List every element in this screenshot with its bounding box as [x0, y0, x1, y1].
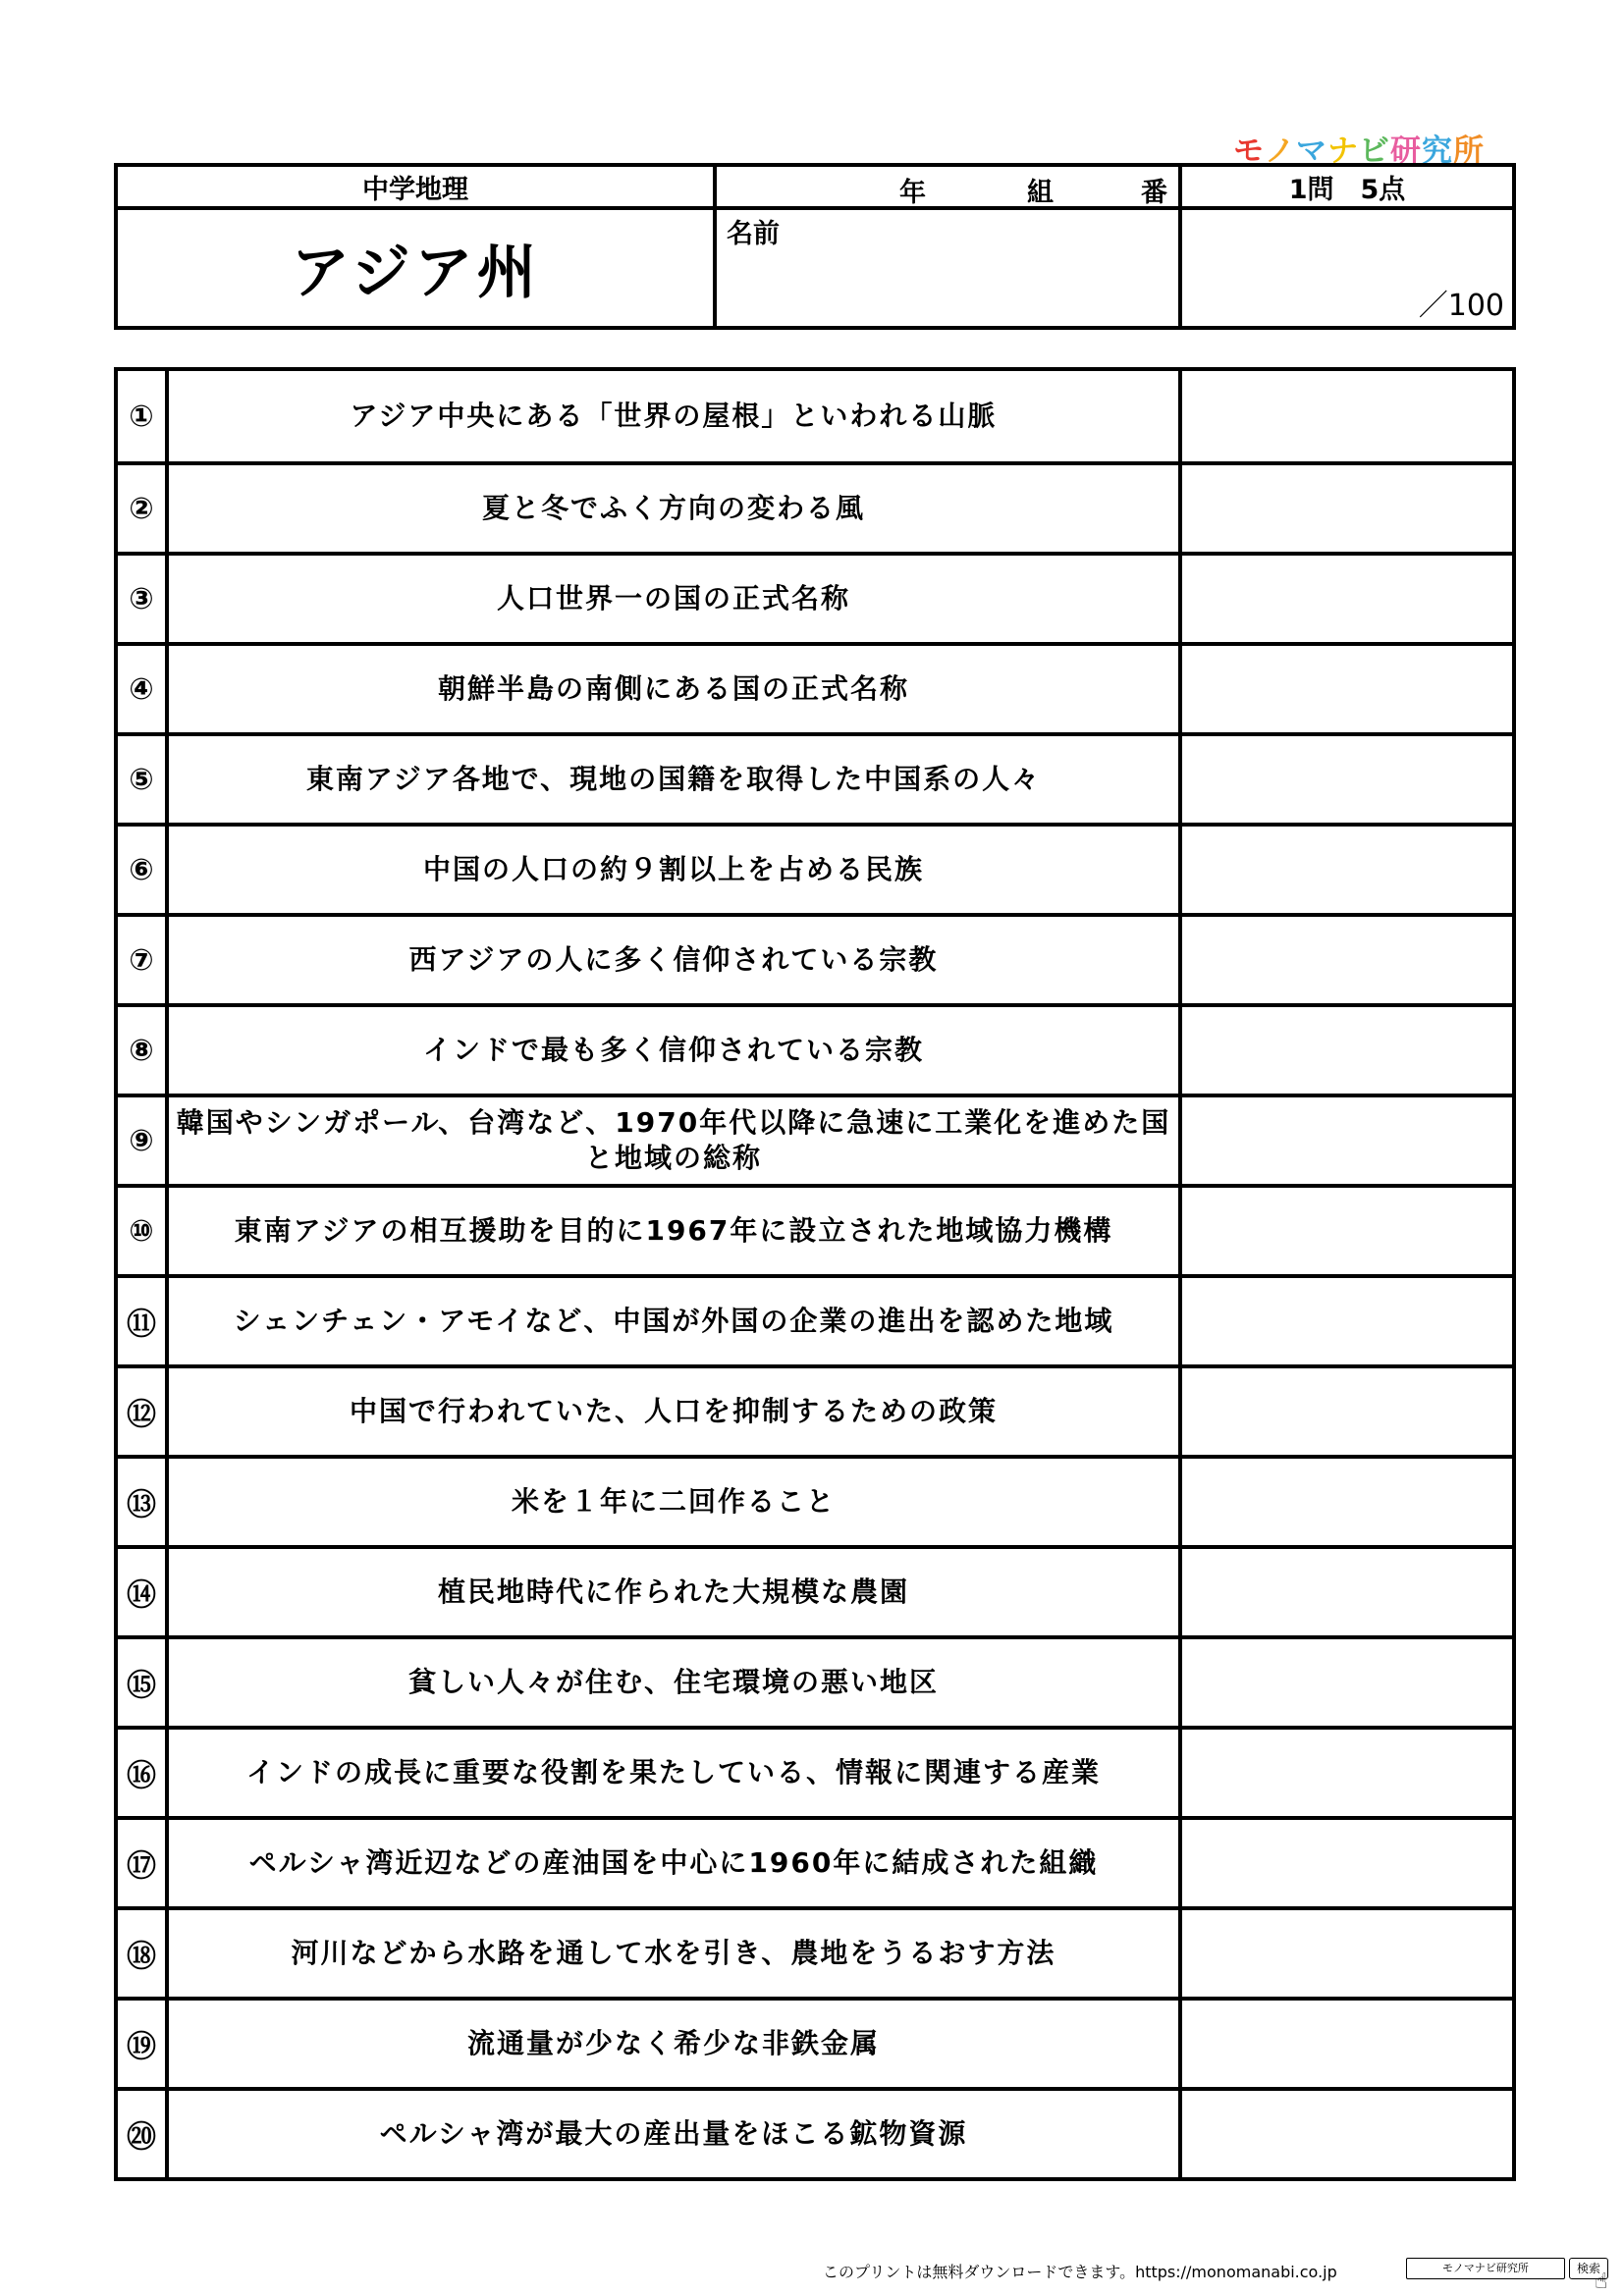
question-text: インドの成長に重要な役割を果たしている、情報に関連する産業 [169, 1730, 1182, 1816]
question-row [118, 1274, 1512, 1364]
question-row [118, 1906, 1512, 1997]
pointer-cursor-icon: ☝ [1595, 2269, 1608, 2294]
question-row [118, 461, 1512, 552]
brand-letter: モ [1233, 133, 1265, 169]
question-number: ⑨ [118, 1097, 169, 1184]
question-row [118, 1003, 1512, 1094]
answer-box[interactable] [1182, 1730, 1512, 1816]
question-text: 東南アジア各地で、現地の国籍を取得した中国系の人々 [169, 736, 1182, 823]
question-number: ⑯ [118, 1730, 169, 1816]
question-text: シェンチェン・アモイなど、中国が外国の企業の進出を認めた地域 [169, 1278, 1182, 1364]
question-row [118, 823, 1512, 913]
brand-letter: マ [1296, 133, 1327, 169]
question-row [118, 2087, 1512, 2177]
answer-box[interactable] [1182, 2091, 1512, 2177]
answer-box[interactable] [1182, 1820, 1512, 1906]
footer-note: このプリントは無料ダウンロードできます。https://monomanabi.co.jp [823, 2263, 1337, 2281]
search-button[interactable]: 検索 [1569, 2258, 1608, 2279]
question-row [118, 642, 1512, 732]
question-row [118, 1455, 1512, 1545]
brand-letter: ノ [1265, 133, 1296, 169]
question-text: 貧しい人々が住む、住宅環境の悪い地区 [169, 1639, 1182, 1726]
page-title: アジア州 [118, 210, 717, 326]
question-number: ⑳ [118, 2091, 169, 2177]
question-text: 流通量が少なく希少な非鉄金属 [169, 2001, 1182, 2087]
score-total: ／100 [1418, 289, 1504, 323]
question-row [118, 552, 1512, 642]
question-text: 夏と冬でふく方向の変わる風 [169, 465, 1182, 552]
answer-box[interactable] [1182, 646, 1512, 732]
question-text: ペルシャ湾近辺などの産油国を中心に1960年に結成された組織 [169, 1820, 1182, 1906]
question-text: 東南アジアの相互援助を目的に1967年に設立された地域協力機構 [169, 1188, 1182, 1274]
answer-box[interactable] [1182, 1639, 1512, 1726]
name-field[interactable] [717, 210, 1182, 326]
question-row [118, 1816, 1512, 1906]
question-number: ⑱ [118, 1910, 169, 1997]
question-number: ⑰ [118, 1820, 169, 1906]
question-text: 河川などから水路を通して水を引き、農地をうるおす方法 [169, 1910, 1182, 1997]
header-table [114, 163, 1516, 330]
question-text: 植民地時代に作られた大規模な農園 [169, 1549, 1182, 1635]
question-text: 韓国やシンガポール、台湾など、1970年代以降に急速に工業化を進めた国と地域の総称 [169, 1097, 1182, 1184]
question-number: ⑮ [118, 1639, 169, 1726]
name-label: 名前 [727, 219, 780, 249]
answer-box[interactable] [1182, 827, 1512, 913]
answer-box[interactable] [1182, 556, 1512, 642]
question-number: ③ [118, 556, 169, 642]
question-text: 西アジアの人に多く信仰されている宗教 [169, 917, 1182, 1003]
brand-letter: 所 [1453, 133, 1485, 169]
question-number: ⑧ [118, 1007, 169, 1094]
class-row [717, 167, 1182, 210]
question-row [118, 1726, 1512, 1816]
question-row [118, 913, 1512, 1003]
answer-box[interactable] [1182, 1549, 1512, 1635]
question-number: ⑬ [118, 1459, 169, 1545]
question-number: ⑲ [118, 2001, 169, 2087]
answer-box[interactable] [1182, 1459, 1512, 1545]
class-label: 組 [1027, 178, 1054, 208]
question-number: ⑭ [118, 1549, 169, 1635]
question-row [118, 1364, 1512, 1455]
question-row [118, 1184, 1512, 1274]
answer-box[interactable] [1182, 736, 1512, 823]
number-label: 番 [1141, 178, 1167, 208]
question-number: ⑫ [118, 1368, 169, 1455]
subject-label: 中学地理 [118, 167, 717, 210]
question-row [118, 1094, 1512, 1184]
answer-box[interactable] [1182, 371, 1512, 461]
question-number: ⑩ [118, 1188, 169, 1274]
question-row [118, 732, 1512, 823]
answer-box[interactable] [1182, 1368, 1512, 1455]
answer-box[interactable] [1182, 1278, 1512, 1364]
question-row [118, 371, 1512, 461]
question-number: ⑦ [118, 917, 169, 1003]
question-number: ① [118, 371, 169, 461]
brand-letter: 究 [1422, 133, 1453, 169]
points-per-question: 1問 5点 [1182, 167, 1512, 210]
question-text: 朝鮮半島の南側にある国の正式名称 [169, 646, 1182, 732]
question-text: 中国で行われていた、人口を抑制するための政策 [169, 1368, 1182, 1455]
question-number: ④ [118, 646, 169, 732]
answer-box[interactable] [1182, 1910, 1512, 1997]
question-number: ⑤ [118, 736, 169, 823]
answer-box[interactable] [1182, 465, 1512, 552]
question-row [118, 1635, 1512, 1726]
question-row [118, 1545, 1512, 1635]
question-text: 米を１年に二回作ること [169, 1459, 1182, 1545]
answer-box[interactable] [1182, 1097, 1512, 1184]
question-number: ⑪ [118, 1278, 169, 1364]
question-text: アジア中央にある「世界の屋根」といわれる山脈 [169, 371, 1182, 461]
question-table [114, 367, 1516, 2181]
brand-letter: ビ [1359, 133, 1390, 169]
brand-letter: 研 [1390, 133, 1422, 169]
answer-box[interactable] [1182, 917, 1512, 1003]
question-text: 中国の人口の約９割以上を占める民族 [169, 827, 1182, 913]
answer-box[interactable] [1182, 1188, 1512, 1274]
question-text: ペルシャ湾が最大の産出量をほこる鉱物資源 [169, 2091, 1182, 2177]
answer-box[interactable] [1182, 1007, 1512, 1094]
answer-box[interactable] [1182, 2001, 1512, 2087]
brand-letter: ナ [1327, 133, 1359, 169]
question-row [118, 1997, 1512, 2087]
question-text: 人口世界一の国の正式名称 [169, 556, 1182, 642]
question-number: ② [118, 465, 169, 552]
search-input[interactable]: モノマナビ研究所 [1406, 2258, 1565, 2279]
question-number: ⑥ [118, 827, 169, 913]
score-box[interactable] [1182, 210, 1512, 326]
question-text: インドで最も多く信仰されている宗教 [169, 1007, 1182, 1094]
year-label: 年 [899, 178, 926, 208]
